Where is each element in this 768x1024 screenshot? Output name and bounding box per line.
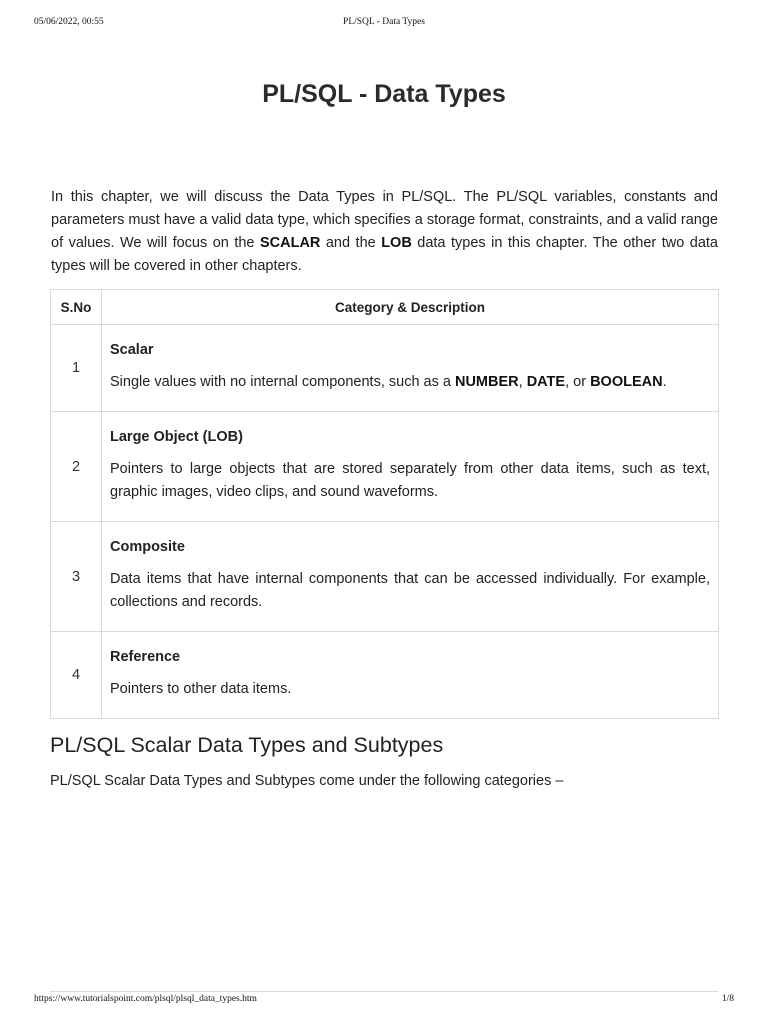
section-heading: PL/SQL Scalar Data Types and Subtypes bbox=[50, 733, 444, 757]
column-header-category: Category & Description bbox=[102, 290, 719, 325]
table-row bbox=[51, 632, 719, 719]
intro-text-3: data types in this chapter. The other two data types will be covered in other chapters. bbox=[51, 235, 718, 274]
print-page-title: PL/SQL - Data Types bbox=[343, 17, 425, 27]
desc-suffix: . bbox=[662, 374, 667, 390]
category-description: Pointers to large objects that are stored separately from other data items, such as text, graphic images, video clips, and sound waveforms. bbox=[110, 461, 710, 500]
desc-bold-number: NUMBER bbox=[454, 374, 519, 390]
category-name: Scalar bbox=[110, 342, 154, 358]
table-header-row bbox=[51, 290, 719, 325]
print-footer bbox=[34, 994, 734, 1008]
table-row bbox=[51, 325, 719, 412]
row-number: 4 bbox=[51, 632, 102, 719]
table-row bbox=[51, 412, 719, 522]
desc-separator: , bbox=[518, 374, 527, 390]
page-title: PL/SQL - Data Types bbox=[262, 80, 506, 108]
data-type-categories-table bbox=[50, 289, 719, 719]
desc-bold-date: DATE bbox=[526, 374, 566, 390]
section-paragraph: PL/SQL Scalar Data Types and Subtypes come under the following categories – bbox=[50, 773, 564, 789]
category-name: Reference bbox=[110, 649, 181, 665]
row-number: 3 bbox=[51, 522, 102, 632]
intro-text-2: and the bbox=[320, 235, 382, 251]
row-content bbox=[102, 325, 719, 412]
category-name: Composite bbox=[110, 539, 185, 555]
row-number: 2 bbox=[51, 412, 102, 522]
print-datetime: 05/06/2022, 00:55 bbox=[34, 17, 104, 27]
row-content bbox=[102, 632, 719, 719]
intro-paragraph bbox=[51, 186, 718, 278]
row-number: 1 bbox=[51, 325, 102, 412]
print-header bbox=[34, 17, 734, 31]
intro-bold-scalar: SCALAR bbox=[259, 235, 321, 251]
table-row bbox=[51, 522, 719, 632]
column-header-sno: S.No bbox=[51, 290, 102, 325]
desc-text: Single values with no internal components, such as a bbox=[110, 374, 455, 390]
page-number: 1/8 bbox=[721, 994, 734, 1004]
desc-bold-boolean: BOOLEAN bbox=[590, 374, 663, 390]
print-source-url: https://www.tutorialspoint.com/plsql/plsql_data_types.htm bbox=[34, 994, 257, 1004]
row-content bbox=[102, 522, 719, 632]
footer-divider bbox=[50, 991, 718, 992]
category-description: Data items that have internal components that can be accessed individually. For example, collections and records. bbox=[110, 571, 710, 610]
category-description bbox=[110, 371, 710, 394]
category-name: Large Object (LOB) bbox=[110, 429, 243, 445]
desc-separator: , or bbox=[565, 374, 591, 390]
row-content bbox=[102, 412, 719, 522]
intro-text-1: In this chapter, we will discuss the Data Types in PL/SQL. The PL/SQL variables, constants and parameters must have a valid data type, which specifies a storage format, constraints, and a valid range of values. We will focus on the bbox=[51, 189, 718, 251]
category-description: Pointers to other data items. bbox=[110, 681, 292, 697]
intro-bold-lob: LOB bbox=[381, 235, 412, 251]
